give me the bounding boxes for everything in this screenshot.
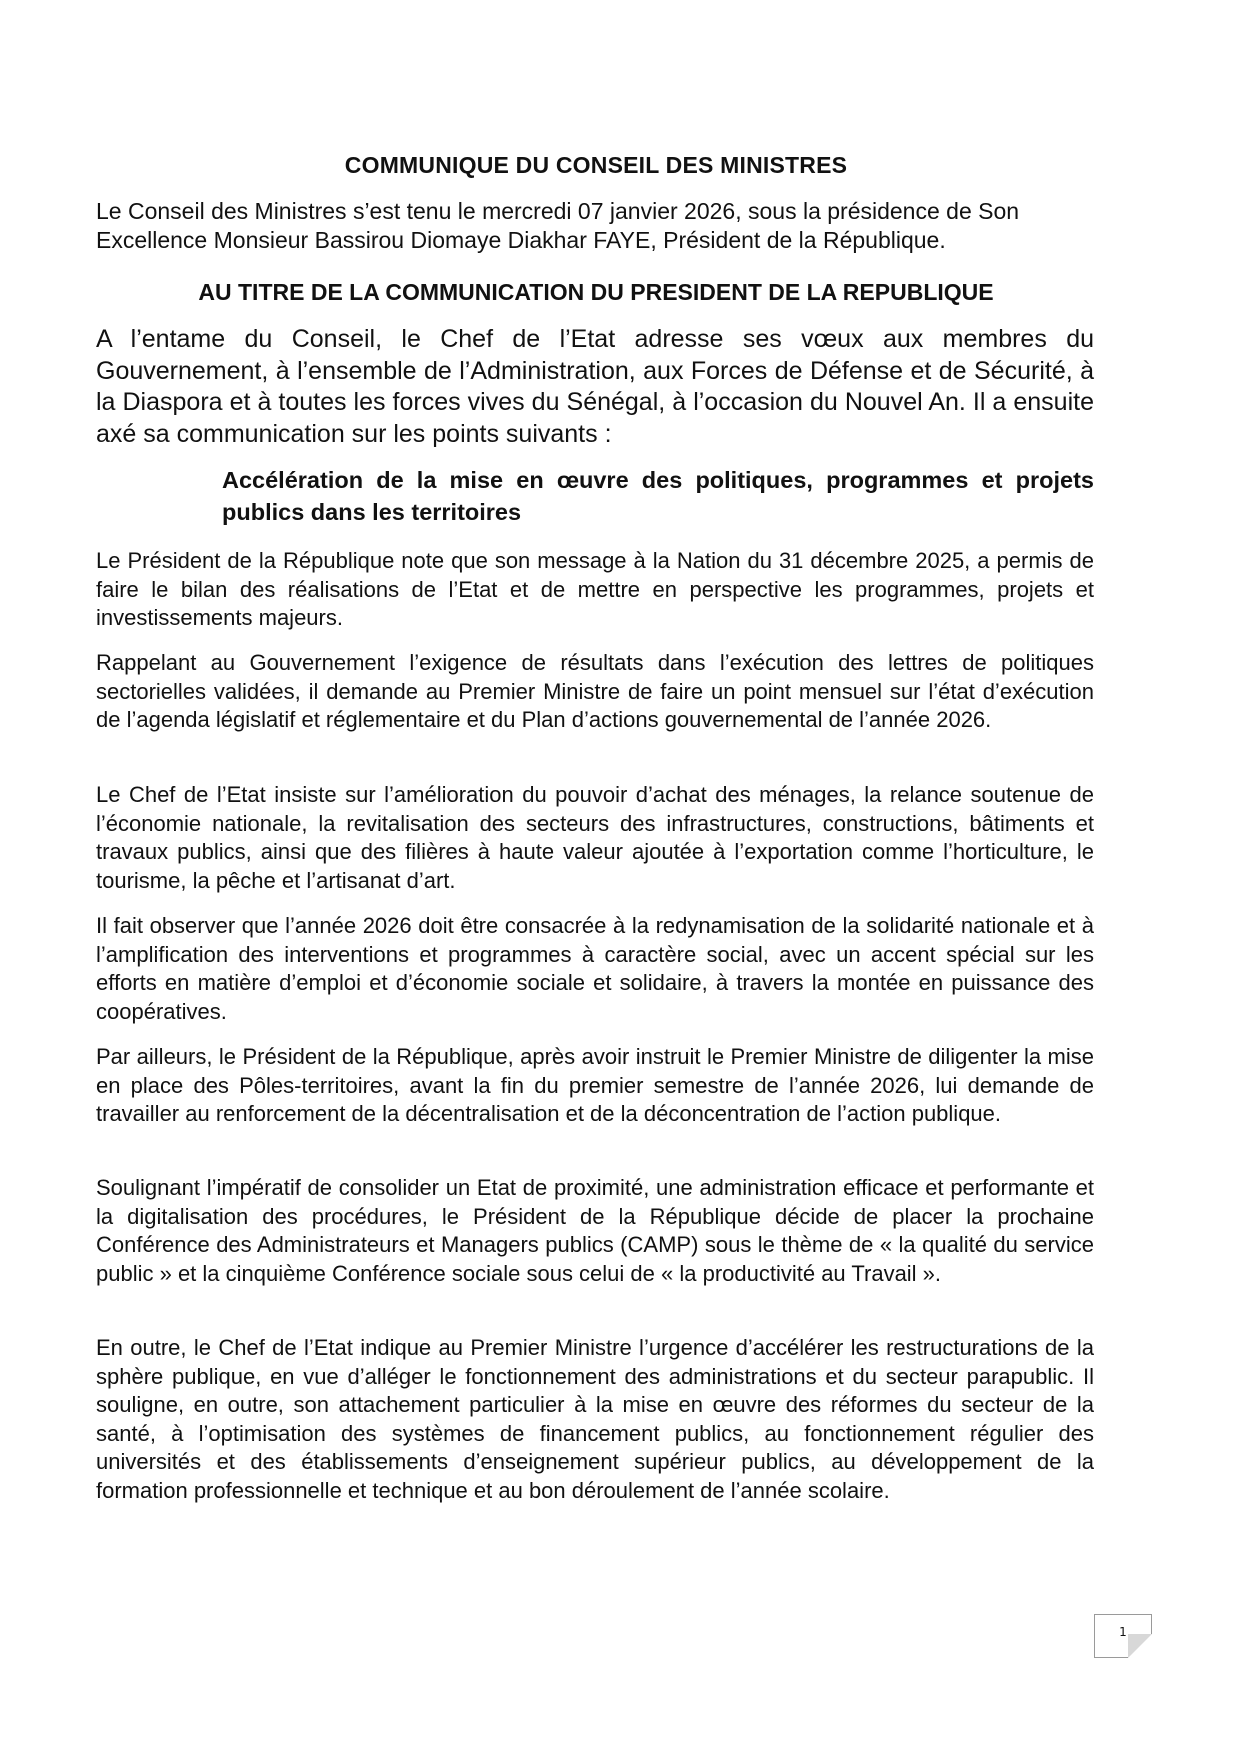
body-paragraph: En outre, le Chef de l’Etat indique au Premier Ministre l’urgence d’accélérer les restructurations de la sphère publique, en vue d’alléger le fonctionnement des administrations et du secteur parapublic. Il souligne, en outre, son attachement particulier à la mise en œuvre des réformes du secteur de la santé, à l’optimisation des systèmes de financement publics, au fonctionnement régulier des universités et des établissements d’enseignement supérieur publics, au développement de la formation professionnelle et technique et au bon déroulement de l’année scolaire. <box>96 1335 1094 1503</box>
body-paragraph: Il fait observer que l’année 2026 doit être consacrée à la redynamisation de la solidarité nationale et à l’amplification des interventions et programmes à caractère social, avec un accent spécial sur les efforts en matière d’emploi et d’économie sociale et solidaire, à travers la montée en puissance des coopératives. <box>96 913 1094 1024</box>
intro-paragraph: Le Conseil des Ministres s’est tenu le mercredi 07 janvier 2026, sous la présidence de Son Excellence Monsieur Bassirou Diomaye Diakhar FAYE, Président de la République. <box>96 198 1020 253</box>
page-number-badge <box>1094 1614 1152 1658</box>
body-paragraph: Soulignant l’impératif de consolider un Etat de proximité, une administration efficace et performante et la digitalisation des procédures, le Président de la République décide de placer la prochaine Conférence des Administrateurs et Managers publics (CAMP) sous le thème de « la qualité du service public » et la cinquième Conférence sociale sous celui de « la productivité au Travail ». <box>96 1175 1094 1286</box>
document-title: COMMUNIQUE DU CONSEIL DES MINISTRES <box>344 152 848 178</box>
page-number: 1 <box>1119 1625 1127 1639</box>
body-paragraph: Rappelant au Gouvernement l’exigence de résultats dans l’exécution des lettres de politiques sectorielles validées, il demande au Premier Ministre de faire un point mensuel sur l’état d’exécution de l’agenda législatif et réglementaire et du Plan d’actions gouvernemental de l’année 2026. <box>96 650 1094 732</box>
body-paragraph: Le Président de la République note que son message à la Nation du 31 décembre 2025, a permis de faire le bilan des réalisations de l’Etat et de mettre en perspective les programmes, projets et investissements majeurs. <box>96 548 1094 630</box>
section-title: AU TITRE DE LA COMMUNICATION DU PRESIDENT DE LA REPUBLIQUE <box>198 279 994 305</box>
body-paragraph: Par ailleurs, le Président de la République, après avoir instruit le Premier Ministre de diligenter la mise en place des Pôles-territoires, avant la fin du premier semestre de l’année 2026, lui demande de travailler au renforcement de la décentralisation et de la déconcentration de l’action publique. <box>96 1044 1094 1126</box>
lead-paragraph: A l’entame du Conseil, le Chef de l’Etat adresse ses vœux aux membres du Gouvernement, à l’ensemble de l’Administration, aux Forces de Défense et de Sécurité, à la Diaspora et à toutes les forces vives du Sénégal, à l’occasion du Nouvel An. Il a ensuite axé sa communication sur les points suivants : <box>96 325 1094 448</box>
body-paragraph: Le Chef de l’Etat insiste sur l’amélioration du pouvoir d’achat des ménages, la relance soutenue de l’économie nationale, la revitalisation des secteurs des infrastructures, constructions, bâtiments et travaux publics, ainsi que des filières à haute valeur ajoutée à l’exportation comme l’horticulture, le tourisme, la pêche et l’artisanat d’art. <box>96 782 1094 893</box>
point-heading: Accélération de la mise en œuvre des politiques, programmes et projets publics dans les territoires <box>222 467 1094 525</box>
